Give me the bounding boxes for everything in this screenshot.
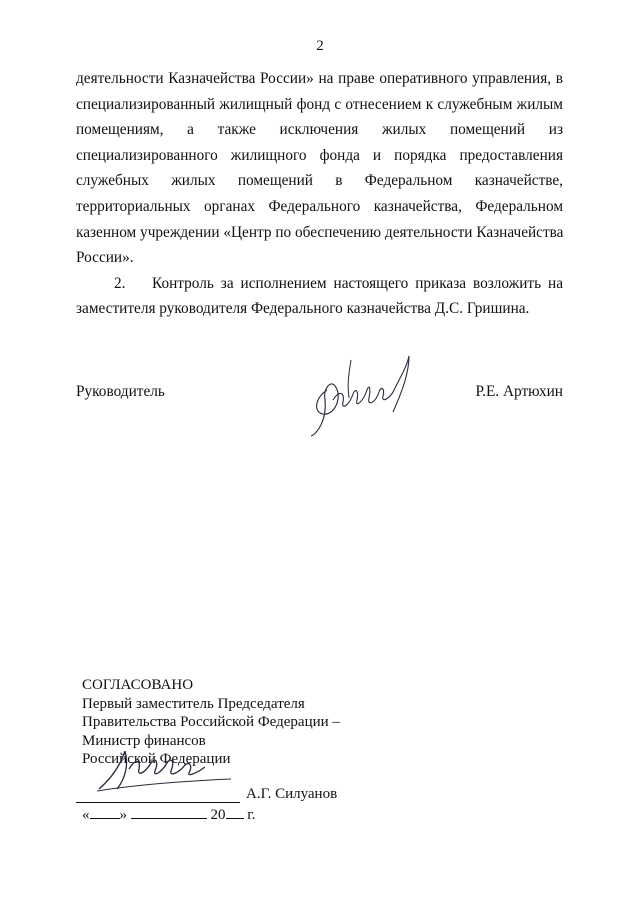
date-open-quote: « xyxy=(82,807,90,823)
item-2-first-line xyxy=(76,271,563,297)
approval-heading: СОГЛАСОВАНО xyxy=(82,677,194,693)
approval-line: Российской Федерации xyxy=(82,751,231,767)
approval-date-row xyxy=(82,804,255,824)
minister-signature xyxy=(95,745,235,795)
body-line: специализированный жилищный фонд с отнесением к служебным жилым xyxy=(76,95,563,113)
year-blank xyxy=(226,804,244,819)
body-line: казенном учреждении «Центр по обеспечению деятельности Казначейства xyxy=(76,223,564,241)
signer-name: Р.Е. Артюхин xyxy=(475,383,563,400)
approval-line: Министр финансов xyxy=(82,732,206,749)
body-line: деятельности Казначейства России» на праве оперативного управления, в xyxy=(76,70,563,87)
page-number: 2 xyxy=(316,38,324,54)
signer-title: Руководитель xyxy=(76,383,165,400)
minister-name: А.Г. Силуанов xyxy=(246,786,338,802)
body-line: помещениям, а также исключения жилых помещений из xyxy=(76,121,563,139)
month-blank xyxy=(131,804,207,819)
date-year: 20 xyxy=(210,807,226,823)
handwritten-signature xyxy=(305,350,425,440)
approval-line: Первый заместитель Председателя xyxy=(82,695,305,712)
date-close-quote: » xyxy=(119,807,127,823)
date-year-suffix: г. xyxy=(247,807,256,823)
item-2-text: Контроль за исполнением настоящего приказа возложить на xyxy=(152,274,563,292)
body-line: служебных жилых помещений в Федеральном казначействе, xyxy=(76,172,563,190)
body-line: специализированного жилищного фонда и порядка предоставления xyxy=(76,146,563,164)
day-blank xyxy=(90,804,120,819)
body-line: территориальных органах Федерального казначейства, Федеральном xyxy=(76,197,563,215)
approval-line: Правительства Российской Федерации – xyxy=(82,714,340,730)
item-2-number: 2. xyxy=(114,274,126,292)
body-text xyxy=(76,66,563,322)
item-2-second-line: заместителя руководителя Федерального казначейства Д.С. Гришина. xyxy=(76,300,530,318)
signature-underline xyxy=(76,802,240,803)
body-line: России». xyxy=(76,249,134,267)
